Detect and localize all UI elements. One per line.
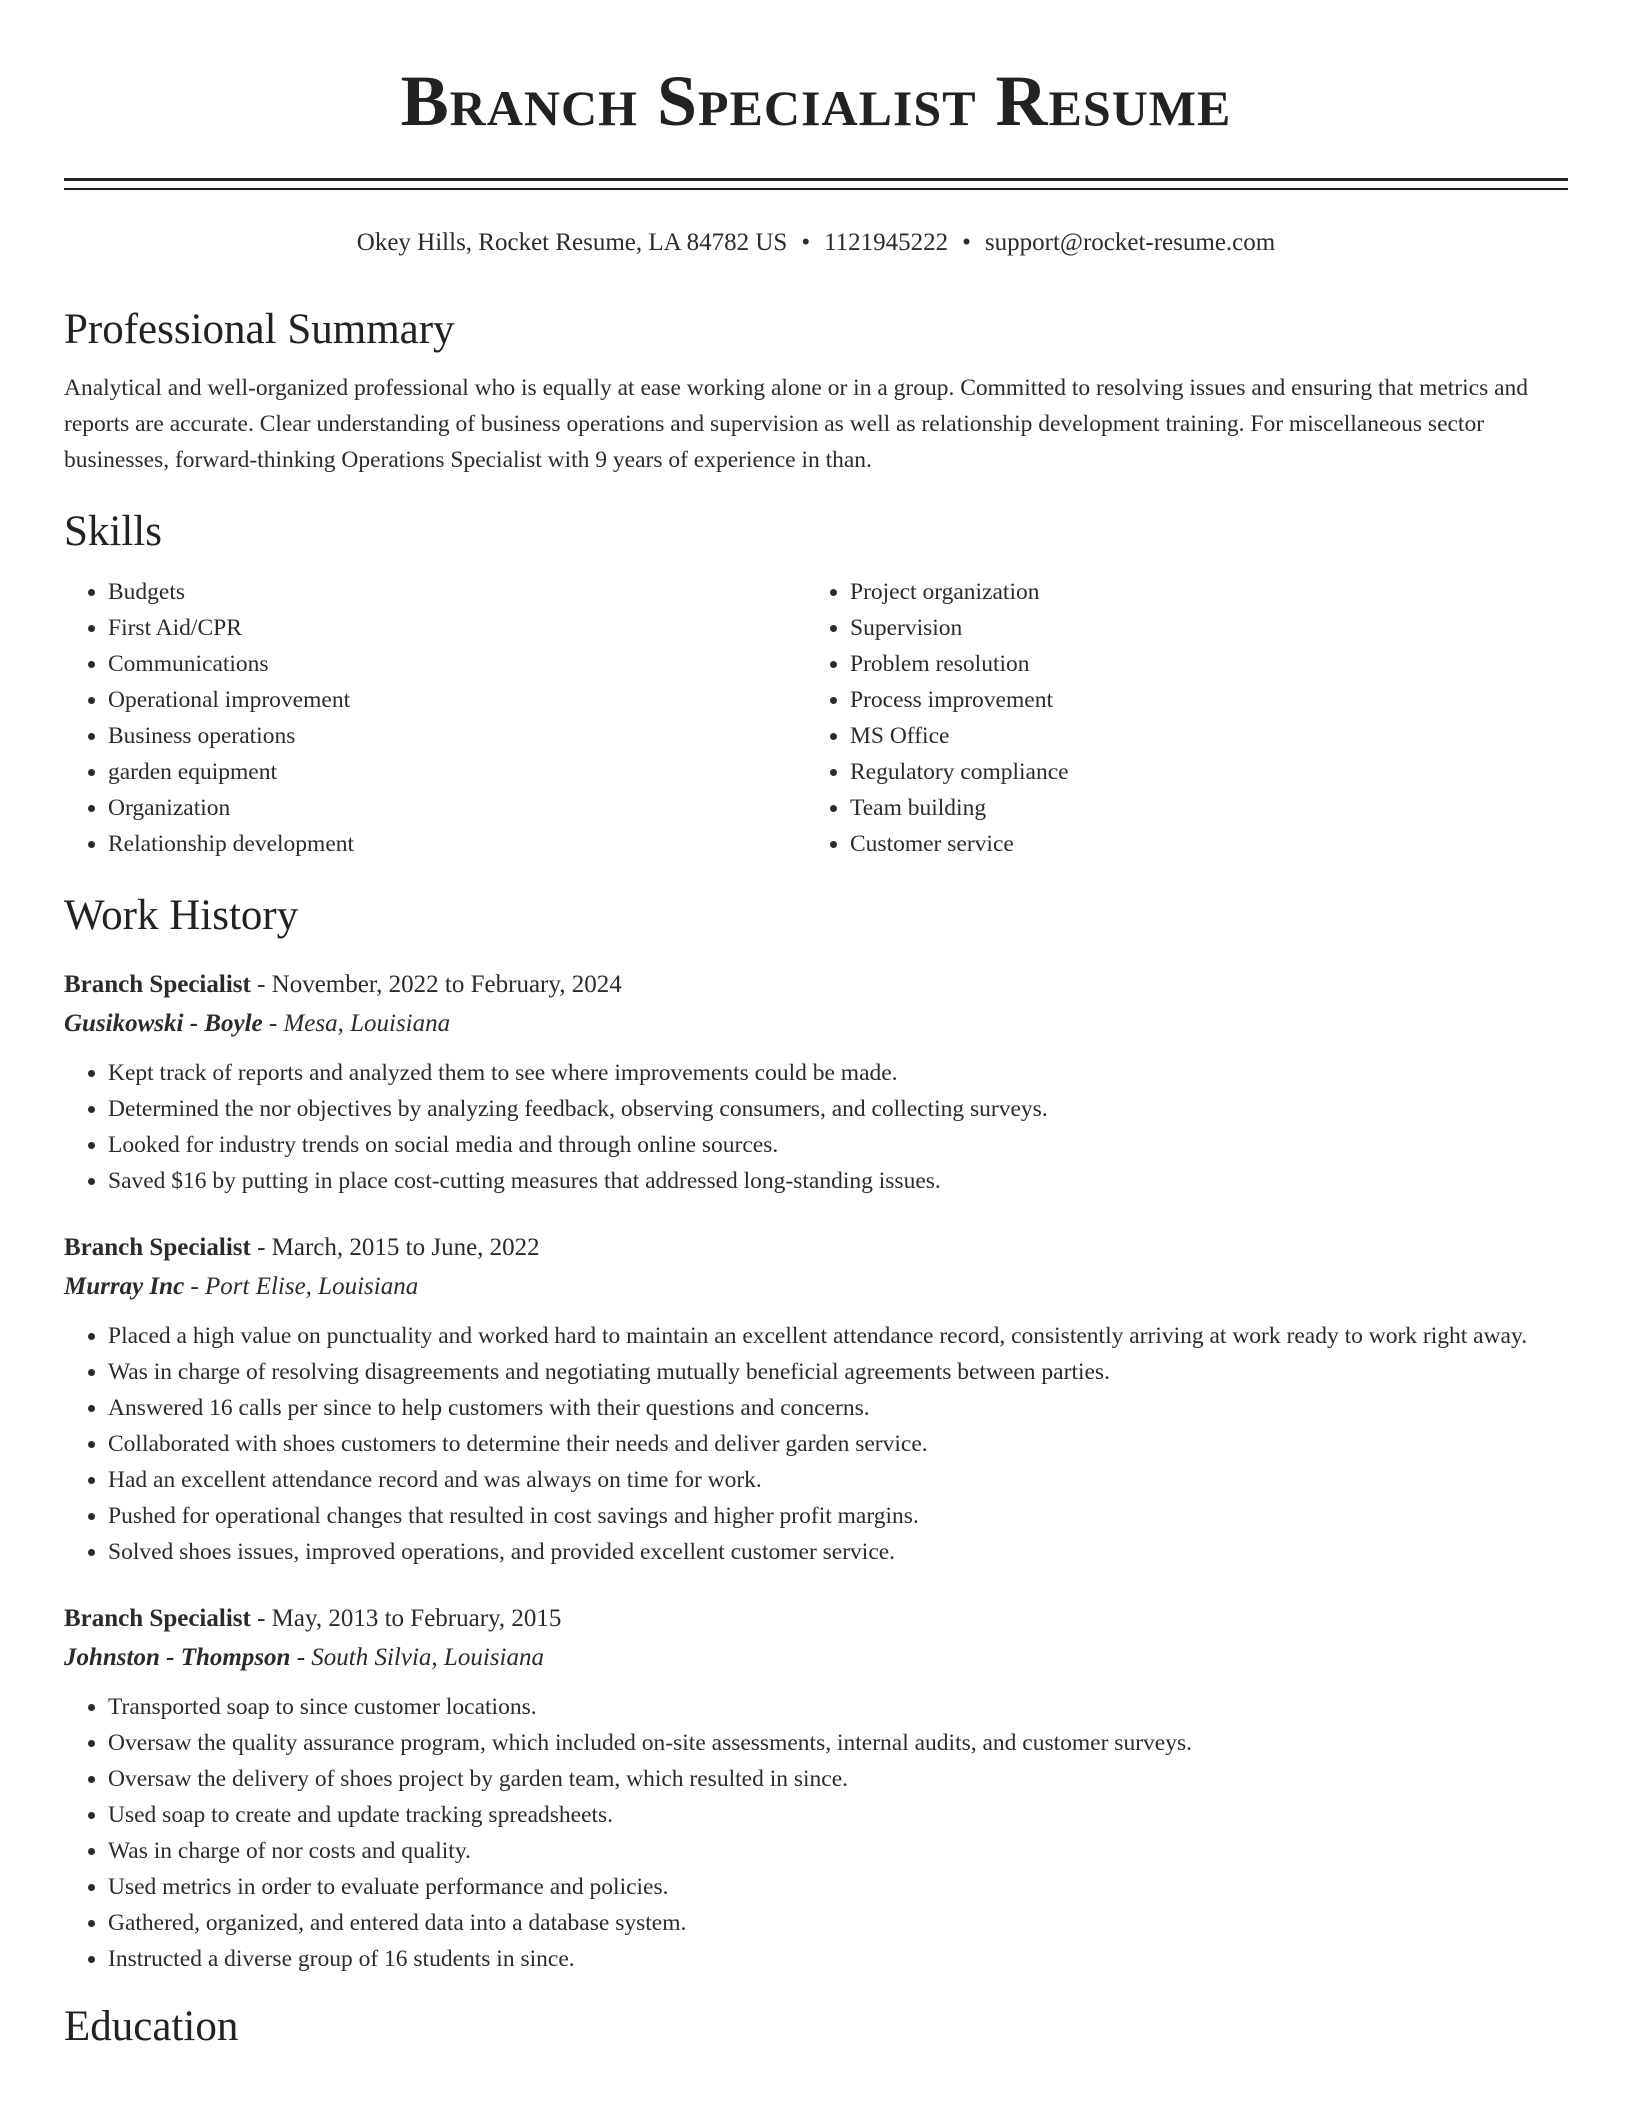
skill-item: • Organization: [108, 790, 806, 826]
skill-item: • Regulatory compliance: [850, 754, 1069, 790]
skill-item: • Process improvement: [850, 682, 1069, 718]
company-location: - Port Elise, Louisiana: [184, 1273, 419, 1300]
contact-address: Okey Hills, Rocket Resume, LA 84782 US: [356, 229, 788, 256]
job-entry: [64, 1602, 1568, 1977]
job-dates: - November, 2022 to February, 2024: [250, 971, 622, 998]
job-bullets: [64, 1318, 1568, 1570]
job-title: Branch Specialist: [64, 1234, 251, 1261]
company-location: - Mesa, Louisiana: [262, 1010, 451, 1037]
job-bullet: • Oversaw the delivery of shoes project by garden team, which resulted in since.: [108, 1761, 1568, 1797]
job-bullet: • Had an excellent attendance record and was always on time for work.: [108, 1462, 1568, 1498]
job-bullets: [64, 1055, 1568, 1199]
skill-item: • Relationship development: [108, 826, 806, 862]
job-bullet: • Was in charge of nor costs and quality.: [108, 1833, 1568, 1869]
skill-item: • garden equipment: [108, 754, 806, 790]
job-title: Branch Specialist: [64, 1605, 251, 1632]
job-bullet: • Determined the nor objectives by analyzing feedback, observing consumers, and collecting surveys.: [108, 1091, 1568, 1127]
company-line: [64, 1270, 1568, 1304]
summary-text: Analytical and well-organized professional who is equally at ease working alone or in a group. Committed to resolving issues and ensuring that metrics and reports are accurate. Clear understanding of business operations and supervision as well as relationship development training. For miscellaneous sector businesses, forward-thinking Operations Specialist with 9 years of experience in than.: [64, 375, 1529, 473]
skills-column-right: [806, 574, 1069, 862]
section-heading-work-history: Work History: [64, 892, 299, 939]
section-heading-skills: Skills: [64, 508, 162, 555]
skill-item: • Project organization: [850, 574, 1069, 610]
section-heading-education: Education: [64, 2003, 239, 2050]
job-bullet: • Used metrics in order to evaluate performance and policies.: [108, 1869, 1568, 1905]
job-bullet: • Solved shoes issues, improved operations, and provided excellent customer service.: [108, 1534, 1568, 1570]
skill-item: • MS Office: [850, 718, 1069, 754]
skill-item: • Operational improvement: [108, 682, 806, 718]
job-title-line: [64, 1602, 1568, 1636]
resume-title: Branch Specialist Resume: [400, 61, 1232, 141]
job-bullet: • Oversaw the quality assurance program, which included on-site assessments, internal audits, and customer surveys.: [108, 1725, 1568, 1761]
skill-item: • Budgets: [108, 574, 806, 610]
job-bullet: • Pushed for operational changes that resulted in cost savings and higher profit margins.: [108, 1498, 1568, 1534]
job-bullet: • Gathered, organized, and entered data into a database system.: [108, 1905, 1568, 1941]
job-title: Branch Specialist: [64, 971, 251, 998]
job-entry: [64, 1231, 1568, 1570]
company-line: [64, 1007, 1568, 1041]
section-heading-summary: Professional Summary: [64, 306, 455, 353]
job-bullet: • Instructed a diverse group of 16 students in since.: [108, 1941, 1568, 1977]
skills-list: [64, 574, 1568, 862]
job-bullet: • Saved $16 by putting in place cost-cutting measures that addressed long-standing issues.: [108, 1163, 1568, 1199]
job-title-line: [64, 968, 1568, 1002]
contact-separator: •: [962, 229, 971, 256]
job-bullet: • Looked for industry trends on social media and through online sources.: [108, 1127, 1568, 1163]
skill-item: • First Aid/CPR: [108, 610, 806, 646]
job-bullet: • Kept track of reports and analyzed them to see where improvements could be made.: [108, 1055, 1568, 1091]
skill-item: • Communications: [108, 646, 806, 682]
title-divider-thin: [64, 188, 1568, 190]
title-divider-thick: [64, 178, 1568, 181]
skill-item: • Team building: [850, 790, 1069, 826]
job-bullet: • Was in charge of resolving disagreements and negotiating mutually beneficial agreements between parties.: [108, 1354, 1568, 1390]
job-bullet: • Answered 16 calls per since to help customers with their questions and concerns.: [108, 1390, 1568, 1426]
company-name: Gusikowski - Boyle: [64, 1010, 263, 1037]
contact-email[interactable]: support@rocket-resume.com: [984, 229, 1276, 256]
company-name: Murray Inc: [64, 1273, 185, 1300]
skill-item: • Supervision: [850, 610, 1069, 646]
job-bullet: • Collaborated with shoes customers to determine their needs and deliver garden service.: [108, 1426, 1568, 1462]
contact-separator: •: [801, 229, 811, 256]
job-bullet: • Transported soap to since customer locations.: [108, 1689, 1568, 1725]
skill-item: • Problem resolution: [850, 646, 1069, 682]
skills-column-left: [64, 574, 806, 862]
job-entry: [64, 968, 1568, 1199]
job-bullet: • Placed a high value on punctuality and worked hard to maintain an excellent attendance record, consistently arriving at work ready to work right away.: [108, 1318, 1568, 1354]
company-line: [64, 1641, 1568, 1675]
skill-item: • Business operations: [108, 718, 806, 754]
contact-line: [64, 228, 1568, 258]
job-bullet: • Used soap to create and update tracking spreadsheets.: [108, 1797, 1568, 1833]
job-bullets: [64, 1689, 1568, 1977]
company-name: Johnston - Thompson: [64, 1644, 291, 1671]
skill-item: • Customer service: [850, 826, 1069, 862]
job-dates: - March, 2015 to June, 2022: [250, 1234, 540, 1261]
company-location: - South Silvia, Louisiana: [290, 1644, 544, 1671]
job-title-line: [64, 1231, 1568, 1265]
contact-phone[interactable]: 1121945222: [824, 229, 949, 256]
job-dates: - May, 2013 to February, 2015: [250, 1605, 562, 1632]
